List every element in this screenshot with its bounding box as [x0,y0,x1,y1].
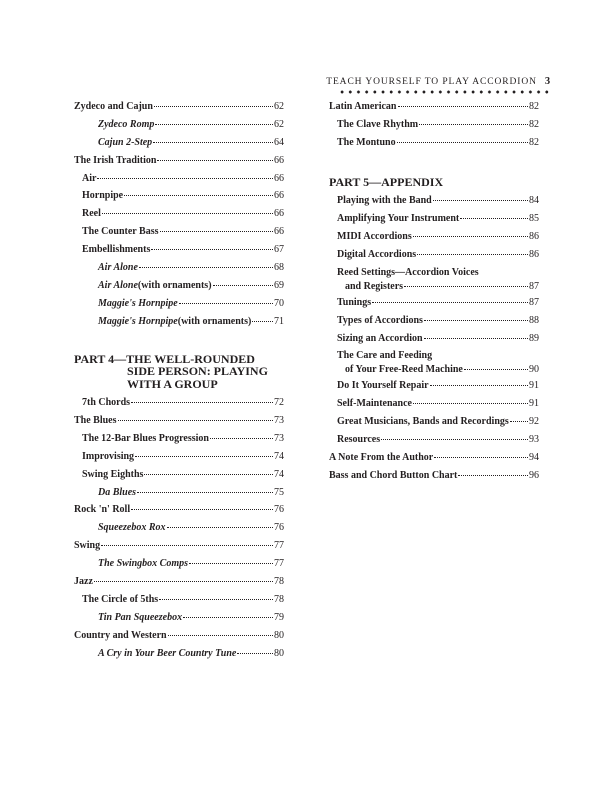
dot-leader [159,599,273,600]
page-number: 80 [274,629,284,641]
entry-title: Air Alone [98,279,138,291]
toc-entry[interactable] [329,266,539,296]
page-number: 84 [529,195,539,207]
entry-title: Resources [337,434,381,446]
toc-entry[interactable] [74,315,284,333]
dot-leader [118,420,273,421]
toc-entry[interactable] [329,314,539,332]
toc-entry[interactable] [329,136,539,154]
page-number: 87 [529,296,539,308]
toc-entry[interactable] [74,629,284,647]
page-number: 64 [274,136,284,148]
entry-title: Zydeco Romp [98,118,155,130]
page-number: 94 [529,451,539,463]
toc-entry[interactable] [329,379,539,397]
toc-entry[interactable] [74,521,284,539]
dot-leader [510,421,528,422]
entry-title: Reed Settings—Accordion Voices [337,266,479,278]
toc-entry[interactable] [329,296,539,314]
page-number: 85 [529,213,539,225]
page-number: 66 [274,172,284,184]
toc-entry[interactable] [74,396,284,414]
dot-leader [372,302,528,303]
entry-continuation [337,363,539,377]
entry-title: Da Blues [98,486,137,498]
dot-leader [144,474,273,475]
toc-entry[interactable] [74,503,284,521]
page-number: 91 [529,398,539,410]
page-number: 90 [529,364,539,376]
toc-entry[interactable] [74,611,284,629]
entry-title: The Counter Bass [82,226,159,238]
page-number: 87 [529,280,539,292]
toc-right-column [329,100,539,487]
dot-leader [97,178,273,179]
entry-title: Improvising [82,450,135,462]
toc-list [329,100,539,154]
dot-leader [417,254,528,255]
entry-title: Swing [74,540,101,552]
toc-entry[interactable] [74,575,284,593]
page-number: 79 [274,611,284,623]
dotted-rule [338,90,550,94]
page-number: 66 [274,154,284,166]
running-header [326,76,551,87]
page-number: 68 [274,262,284,274]
dot-leader [398,106,529,107]
dot-leader [135,456,273,457]
dot-leader [189,563,273,564]
entry-title: A Cry in Your Beer Country Tune [98,647,237,659]
entry-note: (with ornaments) [137,279,212,291]
entry-title: MIDI Accordions [337,230,412,242]
entry-title: Tunings [337,296,372,308]
dot-leader [252,321,273,322]
toc-entry[interactable] [74,432,284,450]
entry-title: Air Alone [98,262,138,274]
dot-leader [139,267,273,268]
page-number: 82 [529,101,539,112]
entry-title: Latin American [329,101,397,112]
entry-title: Self-Maintenance [337,398,412,410]
part-heading-line: PART 5—APPENDIX [329,174,444,189]
toc-entry[interactable] [74,118,284,136]
dot-leader [381,439,528,440]
toc-left-column [74,100,284,664]
dot-leader [154,106,273,107]
dot-leader [458,475,528,476]
toc-list [74,100,284,333]
entry-title: The Clave Rhythm [337,118,419,130]
dot-leader [167,527,274,528]
toc-entry[interactable] [74,647,284,665]
entry-title: Bass and Chord Button Chart [329,469,458,481]
dot-leader [168,635,273,636]
part-heading-line: WITH A GROUP [127,376,218,391]
page-number: 89 [529,332,539,344]
entry-title: Jazz [74,575,93,587]
entry-title: Amplifying Your Instrument [337,213,460,225]
toc-entry[interactable] [74,172,284,190]
page-number: 77 [274,558,284,570]
entry-title: Sizing an Accordion [337,332,423,344]
dot-leader [464,369,528,370]
page-number: 96 [529,469,539,481]
entry-title: Embellishments [82,244,151,256]
toc-entry[interactable] [329,433,539,451]
page-number: 82 [529,118,539,130]
entry-title: Maggie's Hornpipe [98,297,178,309]
toc-entry[interactable] [329,415,539,433]
page-number: 78 [274,575,284,587]
dot-leader [413,403,528,404]
dot-leader [155,124,273,125]
entry-title: Zydeco and Cajun [74,101,153,112]
dot-leader [157,160,273,161]
toc-entry[interactable] [74,243,284,261]
page-number: 77 [274,540,284,552]
dot-leader [137,492,273,493]
toc-list [329,194,539,487]
toc-entry[interactable] [74,279,284,297]
entry-title: Types of Accordions [337,314,423,326]
page-number: 82 [529,136,539,148]
page-number: 67 [274,244,284,256]
toc-entry[interactable] [74,225,284,243]
entry-title: Rock 'n' Roll [74,504,131,516]
toc-list [74,396,284,664]
entry-title: Air [82,172,97,184]
entry-title: The Blues [74,414,117,426]
toc-entry[interactable] [74,468,284,486]
entry-title: Swing Eighths [82,468,144,480]
toc-entry[interactable] [329,451,539,469]
entry-title-continued: and Registers [345,280,404,292]
entry-title-continued: of Your Free-Reed Machine [345,364,463,376]
dot-leader [102,213,273,214]
part-heading-line: PART 4—THE WELL-ROUNDED [74,351,255,366]
entry-title: The Montuno [337,136,396,148]
part-heading-line: SIDE PERSON: PLAYING [127,364,268,379]
page-number: 66 [274,208,284,220]
toc-entry[interactable] [329,397,539,415]
dot-leader [397,142,528,143]
page-number: 88 [529,314,539,326]
entry-title: The Circle of 5ths [82,593,159,605]
entry-title: The Care and Feeding [337,350,433,362]
page-number: 73 [274,414,284,426]
dot-leader [404,286,528,287]
entry-title: The 12-Bar Blues Progression [82,432,209,444]
entry-title: Cajun 2-Step [98,136,153,148]
page-number: 75 [274,486,284,498]
toc-entry[interactable] [329,194,539,212]
page-number: 74 [274,468,284,480]
toc-entry[interactable] [74,297,284,315]
entry-note: (with ornaments) [177,315,252,327]
page-number: 78 [274,593,284,605]
page-number: 71 [274,315,284,327]
toc-entry[interactable] [329,248,539,266]
page-number: 3 [544,76,551,87]
toc-entry[interactable] [329,469,539,487]
dot-leader [424,320,528,321]
page-number: 62 [274,118,284,130]
entry-title: Tin Pan Squeezebox [98,611,183,623]
dot-leader [237,653,273,654]
page-number: 86 [529,230,539,242]
entry-title: Do It Yourself Repair [337,380,429,392]
dot-leader [430,385,528,386]
dot-leader [101,545,273,546]
entry-title: Digital Accordions [337,248,417,260]
page-number: 66 [274,190,284,202]
toc-entry[interactable] [74,207,284,225]
page-number: 73 [274,432,284,444]
dot-leader [424,338,528,339]
entry-continuation [337,280,539,294]
page-number: 69 [274,279,284,291]
entry-title: Great Musicians, Bands and Recordings [337,416,509,428]
toc-entry[interactable] [74,557,284,575]
toc-entry[interactable] [74,154,284,172]
entry-title: Hornpipe [82,190,124,202]
book-title: TEACH YOURSELF TO PLAY ACCORDION [326,77,537,87]
dot-leader [131,509,273,510]
entry-title: Country and Western [74,629,167,641]
page-number: 80 [274,647,284,659]
toc-entry[interactable] [74,261,284,279]
page-number: 72 [274,397,284,409]
dot-leader [460,218,528,219]
part-4-heading [74,353,284,391]
toc-entry[interactable] [329,212,539,230]
entry-title: Playing with the Band [337,195,432,207]
dot-leader [183,617,273,618]
dot-leader [213,285,273,286]
entry-title: 7th Chords [82,397,131,409]
page-number: 62 [274,101,284,112]
dot-leader [124,195,273,196]
toc-entry[interactable] [329,230,539,248]
page-number: 93 [529,434,539,446]
dot-leader [413,236,528,237]
toc-entry[interactable] [74,414,284,432]
page-number: 76 [274,522,284,534]
page-number: 74 [274,450,284,462]
entry-title: Reel [82,208,101,220]
page-number: 86 [529,248,539,260]
dot-leader [433,200,528,201]
dot-leader [94,581,273,582]
toc-entry[interactable] [329,100,539,118]
entry-title: Maggie's Hornpipe [98,315,178,327]
dot-leader [131,402,273,403]
page-number: 76 [274,504,284,516]
dot-leader [434,457,528,458]
toc-entry[interactable] [74,486,284,504]
page-number: 92 [529,416,539,428]
dot-leader [153,142,273,143]
dot-leader [179,303,273,304]
entry-title: The Irish Tradition [74,154,157,166]
dot-leader [151,249,273,250]
toc-entry[interactable] [74,593,284,611]
entry-title: A Note From the Author [329,451,434,463]
toc-entry[interactable] [74,450,284,468]
dot-leader [160,231,274,232]
dot-leader [419,124,528,125]
toc-entry[interactable] [329,332,539,350]
entry-title: Squeezebox Rox [98,522,166,534]
toc-entry[interactable] [74,100,284,118]
entry-title: The Swingbox Comps [98,558,189,570]
toc-entry[interactable] [74,539,284,557]
part-5-heading [329,176,539,189]
toc-entry[interactable] [329,118,539,136]
toc-entry[interactable] [74,189,284,207]
toc-entry[interactable] [74,136,284,154]
page-number: 91 [529,380,539,392]
page-number: 66 [274,226,284,238]
toc-entry[interactable] [329,349,539,379]
dot-leader [210,438,273,439]
page-number: 70 [274,297,284,309]
